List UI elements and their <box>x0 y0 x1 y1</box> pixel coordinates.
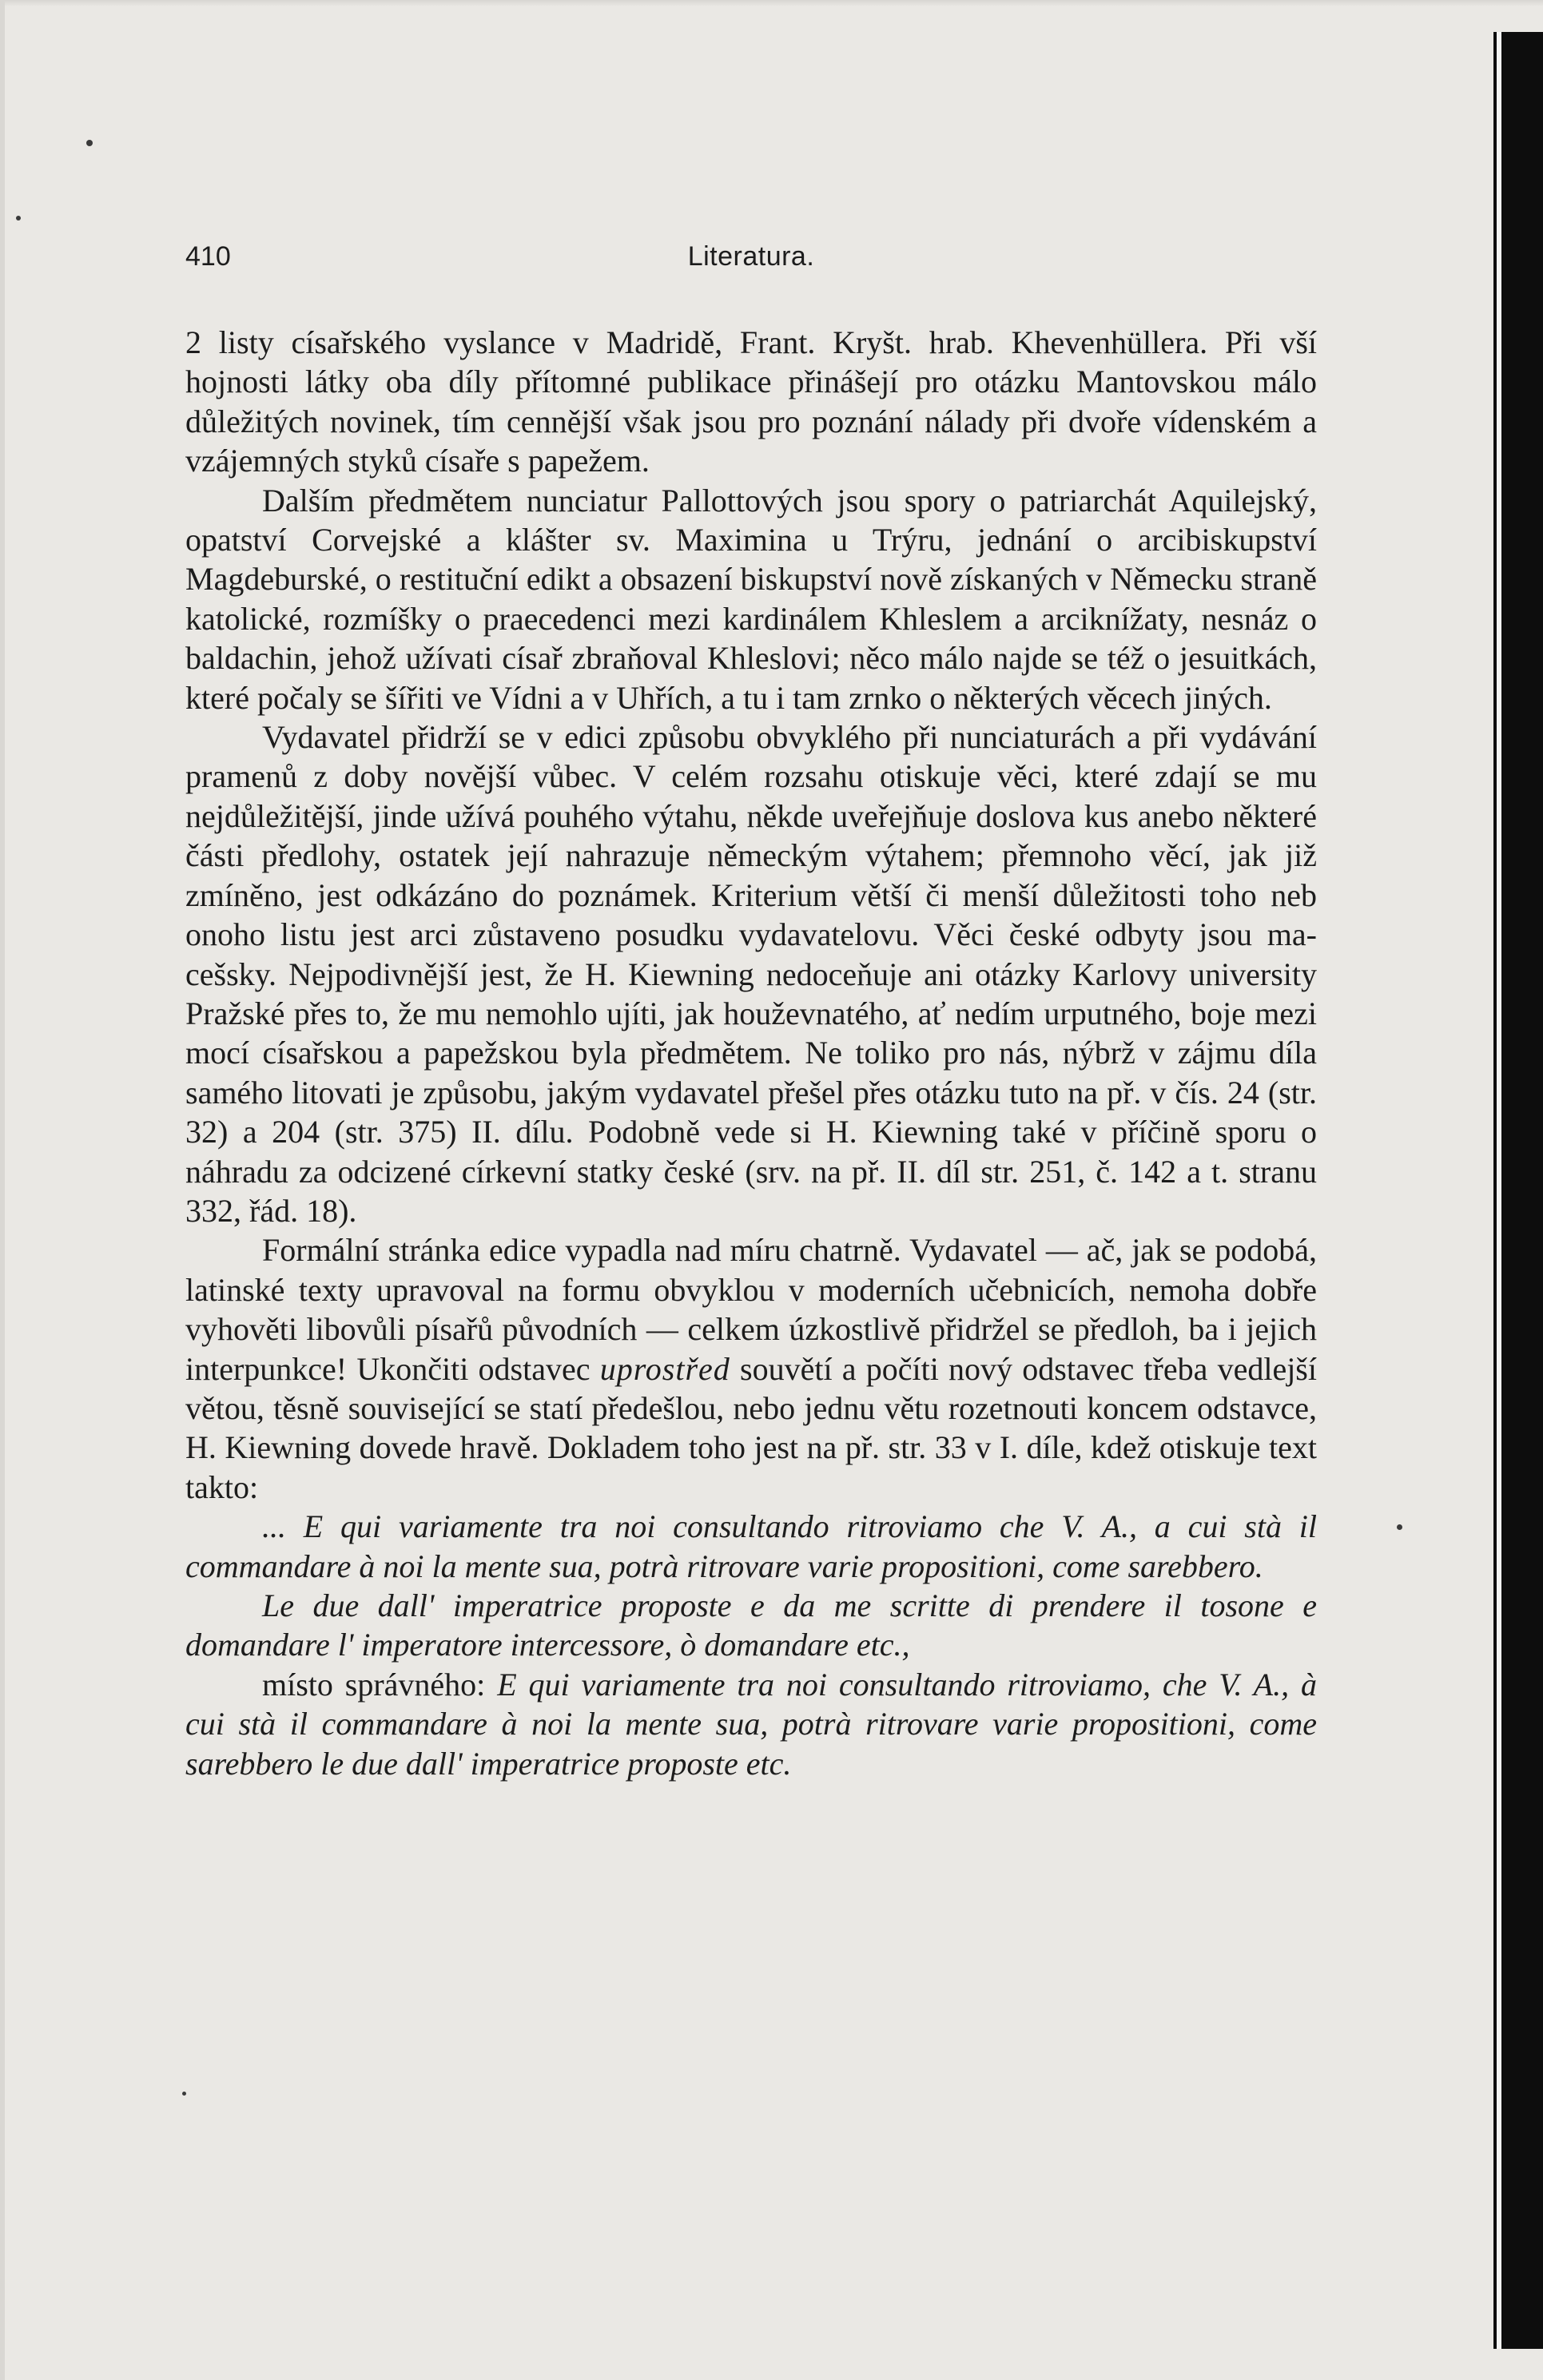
paragraph: 2 listy císařského vyslance v Madridě, Frant. Kryšt. hrab. Khevenhüllera. Při vší hojnosti látky oba díly přítomné publikace přinášejí pro otázku Mantovskou málo důležitých novinek, tím cennější však jsou pro poznání nálady při dvoře vídenském a vzájemných styků císaře s papežem. <box>185 324 1317 479</box>
running-head: Literatura. <box>687 241 815 272</box>
paragraph: Dalším předmětem nunciatur Pallottových jsou spory o patriarchát Aquilejský, opatství Corvejské a klášter sv. Maximina u Trýru, jednání o arcibiskupství Magdeburské, o restituční edikt a obsazení biskupství nově získaných v Německu straně katolické, rozmíšky o praecedenci mezi kardinálem Khleslem a arciknížaty, nesnáz o baldachin, jehož užívati císař zbraňoval Khleslovi; něco málo najde se též o jesuitkách, které počaly se šířiti ve Vídni a v Uhřích, a tu i tam zrnko o některých věcech jiných. <box>185 482 1317 716</box>
article-body <box>185 323 1317 1783</box>
italian-quote: ... E qui variamente tra noi consultando ritroviamo che V. A., a cui stà il commandare à noi la mente sua, potrà ritrovare varie propositioni, come sarebbero. <box>185 1508 1317 1584</box>
paragraph-text: Formální stránka edice vypadla nad míru chatrně. Vydavatel — ač, jak se podobá, latinské texty upravoval na formu obvyklou v moderních učebnicích, nemoha dobře vyhověti libovůli písařů původních — celkem úzkostlivě přidržel se předloh, ba i jejich interpunkce! Ukončiti odstavec <box>185 1232 1317 1387</box>
italian-quote: Le due dall' imperatrice proposte e da me scritte di prendere il tosone e domandare l' imperatore intercessore, ò domandare etc., <box>185 1587 1317 1663</box>
scan-speck <box>182 2092 186 2096</box>
scan-left-edge <box>0 0 5 2380</box>
scan-speck <box>16 216 21 221</box>
paragraph-text: souvětí a počíti nový odstavec třeba vedlejší větou, těsně související se statí předešlou, nebo jednu větu rozetnouti koncem odstavce, H. Kiewning dovede hravě. Dokladem toho jest na př. str. 33 v I. díle, kdež otiskuje text takto: <box>185 1350 1317 1505</box>
italian-quote-corrected: E qui variamente tra noi consultando ritroviamo, che V. A., à cui stà il commandare à noi la mente sua, potrà ritrovare varie propositioni, come sarebbero le due dall' imperatrice proposte etc. <box>185 1666 1317 1782</box>
paragraph: Vydavatel přidrží se v edici způsobu obvyklého při nunciaturách a při vydávání pramenů z doby novější vůbec. V celém rozsahu otiskuje věci, které zdají se mu nejdůležitější, jinde užívá pouhého výtahu, někde uveřejňuje doslova kus anebo některé části předlohy, ostatek její nahrazuje německým výtahem; přemnoho věcí, jak již zmíněno, jest odkázáno do poznámek. Kriterium větší či menší důležitosti toho neb onoho listu jest arci zůstaveno posudku vydavatelovu. Věci české odbyty jsou macešsky. Nejpodivnější jest, že H. Kiewning nedoceňuje ani otázky Karlovy university Pražské přes to, že mu nemohlo ujíti, jak houževnatého, ať nedím urputného, boje mezi mocí císařskou a papežskou byla předmětem. Ne toliko pro nás, nýbrž v zájmu díla samého litovati je způsobu, jakým vydavatel přešel přes otázku tuto na př. v čís. 24 (str. 32) a 204 (str. 375) II. dílu. Podobně vede si H. Kiewning také v příčině sporu o náhradu za odcizené církevní statky české (srv. na př. II. díl str. 251, č. 142 a t. stranu 332, řád. 18). <box>185 719 1317 1229</box>
correction-label: místo správného: <box>262 1666 498 1703</box>
scan-right-edge-strip <box>1497 32 1501 2349</box>
scan-speck <box>1397 1524 1402 1530</box>
emphasized-word: uprostřed <box>599 1350 730 1387</box>
paragraph <box>185 1230 1317 1507</box>
scan-speck <box>86 140 93 146</box>
scan-top-edge <box>0 0 1543 6</box>
page-header <box>185 241 1317 289</box>
paragraph <box>185 1665 1317 1783</box>
scan-right-edge <box>1493 32 1543 2349</box>
page-number: 410 <box>185 241 231 272</box>
